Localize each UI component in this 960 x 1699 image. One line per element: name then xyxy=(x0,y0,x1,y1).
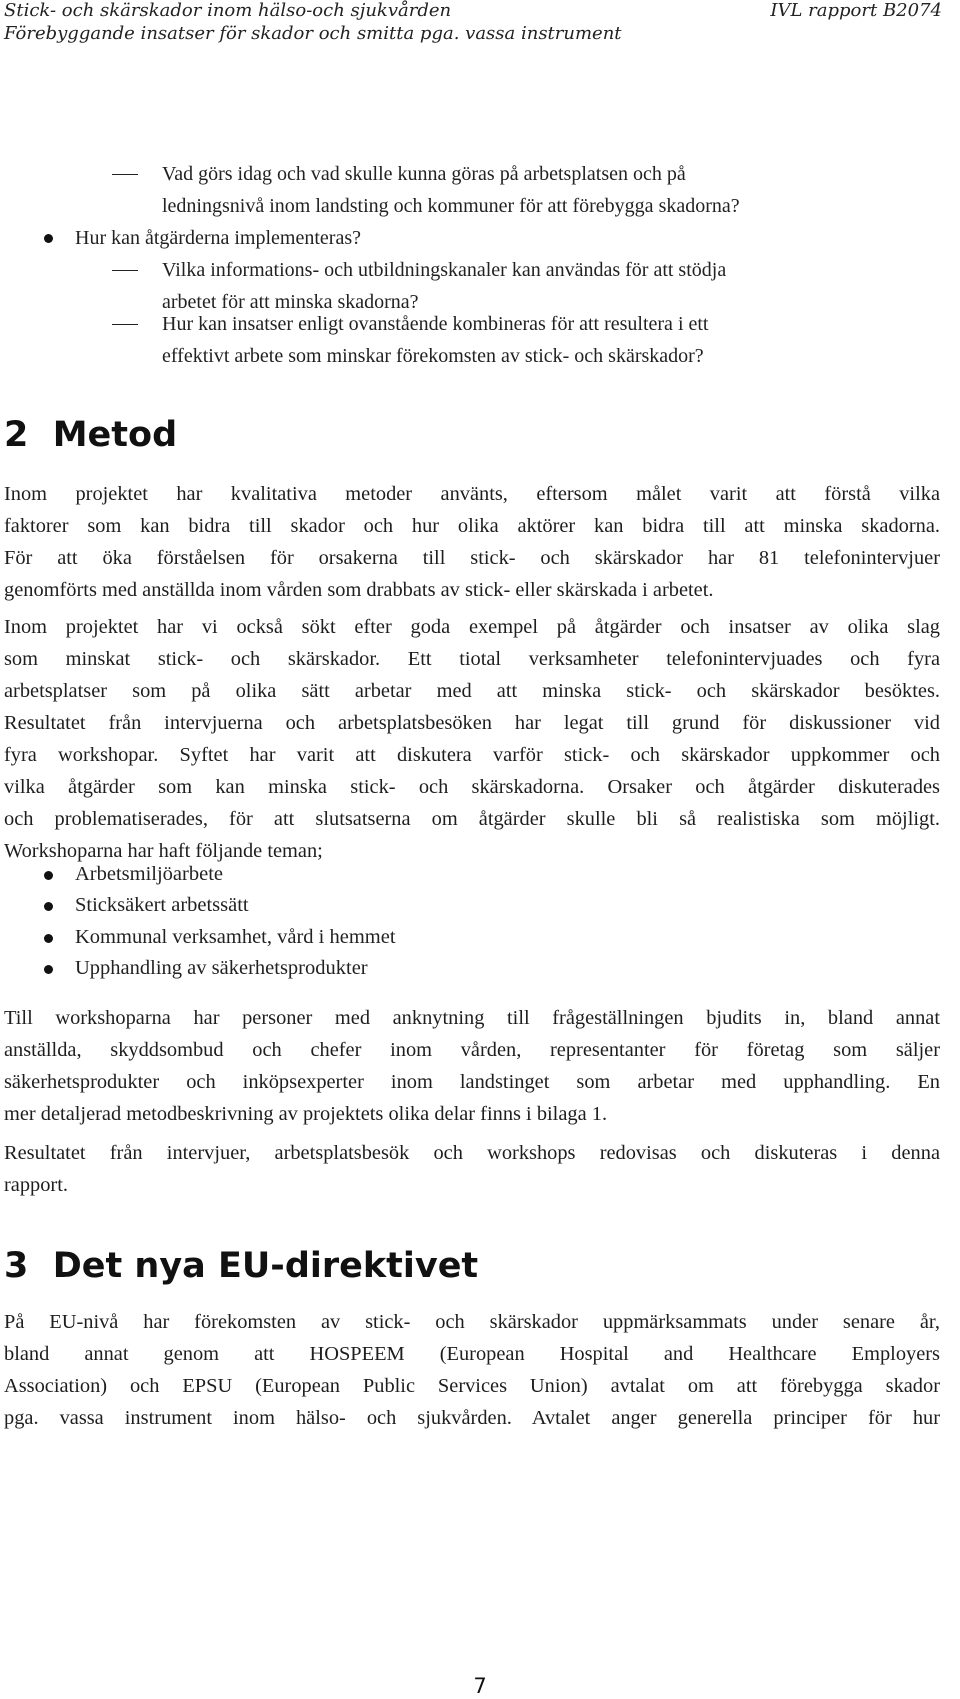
bullet-marker xyxy=(44,871,53,880)
header-title-line1: Stick- och skärskador inom hälso-och sjukvården xyxy=(4,0,452,21)
dash-marker xyxy=(112,324,138,325)
section-heading-metod: 2 Metod xyxy=(4,415,178,455)
bullet-marker xyxy=(44,234,53,243)
text-line: säkerhetsprodukter och inköpsexperter inom landstinget som arbetar med upphandling. En xyxy=(4,1071,940,1093)
text-line: bland annat genom att HOSPEEM (European Hospital and Healthcare Employers xyxy=(4,1343,940,1365)
text-line: Inom projektet har kvalitativa metoder använts, eftersom målet varit att förstå vilka xyxy=(4,483,940,505)
theme-item-text: Arbetsmiljöarbete xyxy=(75,863,224,885)
bullet-marker xyxy=(44,934,53,943)
dash-item-line: Hur kan insatser enligt ovanstående kombineras för att resultera i ett xyxy=(162,313,709,335)
text-line: Workshoparna har haft följande teman; xyxy=(4,840,323,862)
text-line: faktorer som kan bidra till skador och hur olika aktörer kan bidra till att minska skadorna. xyxy=(4,515,940,537)
text-line: arbetsplatser som på olika sätt arbetar med att minska stick- och skärskador besöktes. xyxy=(4,680,940,702)
text-line: anställda, skyddsombud och chefer inom vården, representanter för företag som säljer xyxy=(4,1039,940,1061)
text-line: pga. vassa instrument inom hälso- och sjukvården. Avtalet anger generella principer för hur xyxy=(4,1407,940,1429)
text-line: På EU-nivå har förekomsten av stick- och skärskador uppmärksammats under senare år, xyxy=(4,1311,940,1333)
text-line: vilka åtgärder som kan minska stick- och skärskadorna. Orsaker och åtgärder diskuterades xyxy=(4,776,940,798)
text-line: Resultatet från intervjuerna och arbetsplatsbesöken har legat till grund för diskussioner vid xyxy=(4,712,940,734)
dash-item-line: ledningsnivå inom landsting och kommuner för att förebygga skadorna? xyxy=(162,195,740,217)
theme-item-text: Sticksäkert arbetssätt xyxy=(75,894,249,916)
bullet-marker xyxy=(44,902,53,911)
dash-marker xyxy=(112,174,138,175)
page-number: 7 xyxy=(473,1674,487,1698)
dash-item-line: effektivt arbete som minskar förekomsten av stick- och skärskador? xyxy=(162,345,704,367)
metod-paragraph-2 xyxy=(4,611,940,867)
theme-item-text: Kommunal verksamhet, vård i hemmet xyxy=(75,926,396,948)
text-line: rapport. xyxy=(4,1174,68,1196)
header-title-line2: Förebyggande insatser för skador och smitta pga. vassa instrument xyxy=(4,23,622,44)
eu-paragraph-1 xyxy=(4,1306,940,1434)
text-line: Till workshoparna har personer med anknytning till frågeställningen bjudits in, bland annat xyxy=(4,1007,940,1029)
text-line: genomförts med anställda inom vården som drabbats av stick- eller skärskada i arbetet. xyxy=(4,579,714,601)
theme-item-text: Upphandling av säkerhetsprodukter xyxy=(75,957,368,979)
dash-marker xyxy=(112,270,138,271)
text-line: och problematiserades, för att slutsatserna om åtgärder skulle bli så realistiska som möjligt. xyxy=(4,808,940,830)
text-line: Resultatet från intervjuer, arbetsplatsbesök och workshops redovisas och diskuteras i denna xyxy=(4,1142,940,1164)
dash-item-text xyxy=(162,158,922,222)
text-line: mer detaljerad metodbeskrivning av projektets olika delar finns i bilaga 1. xyxy=(4,1103,608,1125)
bullet-marker xyxy=(44,965,53,974)
text-line: som minskat stick- och skärskador. Ett tiotal verksamheter telefonintervjuades och fyra xyxy=(4,648,940,670)
header-report-id: IVL rapport B2074 xyxy=(770,0,942,21)
text-line: För att öka förståelsen för orsakerna till stick- och skärskador har 81 telefonintervjuer xyxy=(4,547,940,569)
dash-item-line: arbetet för att minska skadorna? xyxy=(162,291,419,313)
dash-item-line: Vad görs idag och vad skulle kunna göras på arbetsplatsen och på xyxy=(162,163,686,185)
section-heading-eu-direktivet: 3 Det nya EU-direktivet xyxy=(4,1246,479,1286)
text-line: Association) och EPSU (European Public Services Union) avtalat om att förebygga skador xyxy=(4,1375,940,1397)
metod-paragraph-1 xyxy=(4,478,940,606)
bullet-item-text: Hur kan åtgärderna implementeras? xyxy=(75,227,361,249)
dash-item-text xyxy=(162,308,922,372)
metod-paragraph-4 xyxy=(4,1137,940,1201)
text-line: Inom projektet har vi också sökt efter goda exempel på åtgärder och insatser av olika slag xyxy=(4,616,940,638)
dash-item-line: Vilka informations- och utbildningskanaler kan användas för att stödja xyxy=(162,259,727,281)
text-line: fyra workshopar. Syftet har varit att diskutera varför stick- och skärskador uppkommer och xyxy=(4,744,940,766)
metod-paragraph-3 xyxy=(4,1002,940,1130)
